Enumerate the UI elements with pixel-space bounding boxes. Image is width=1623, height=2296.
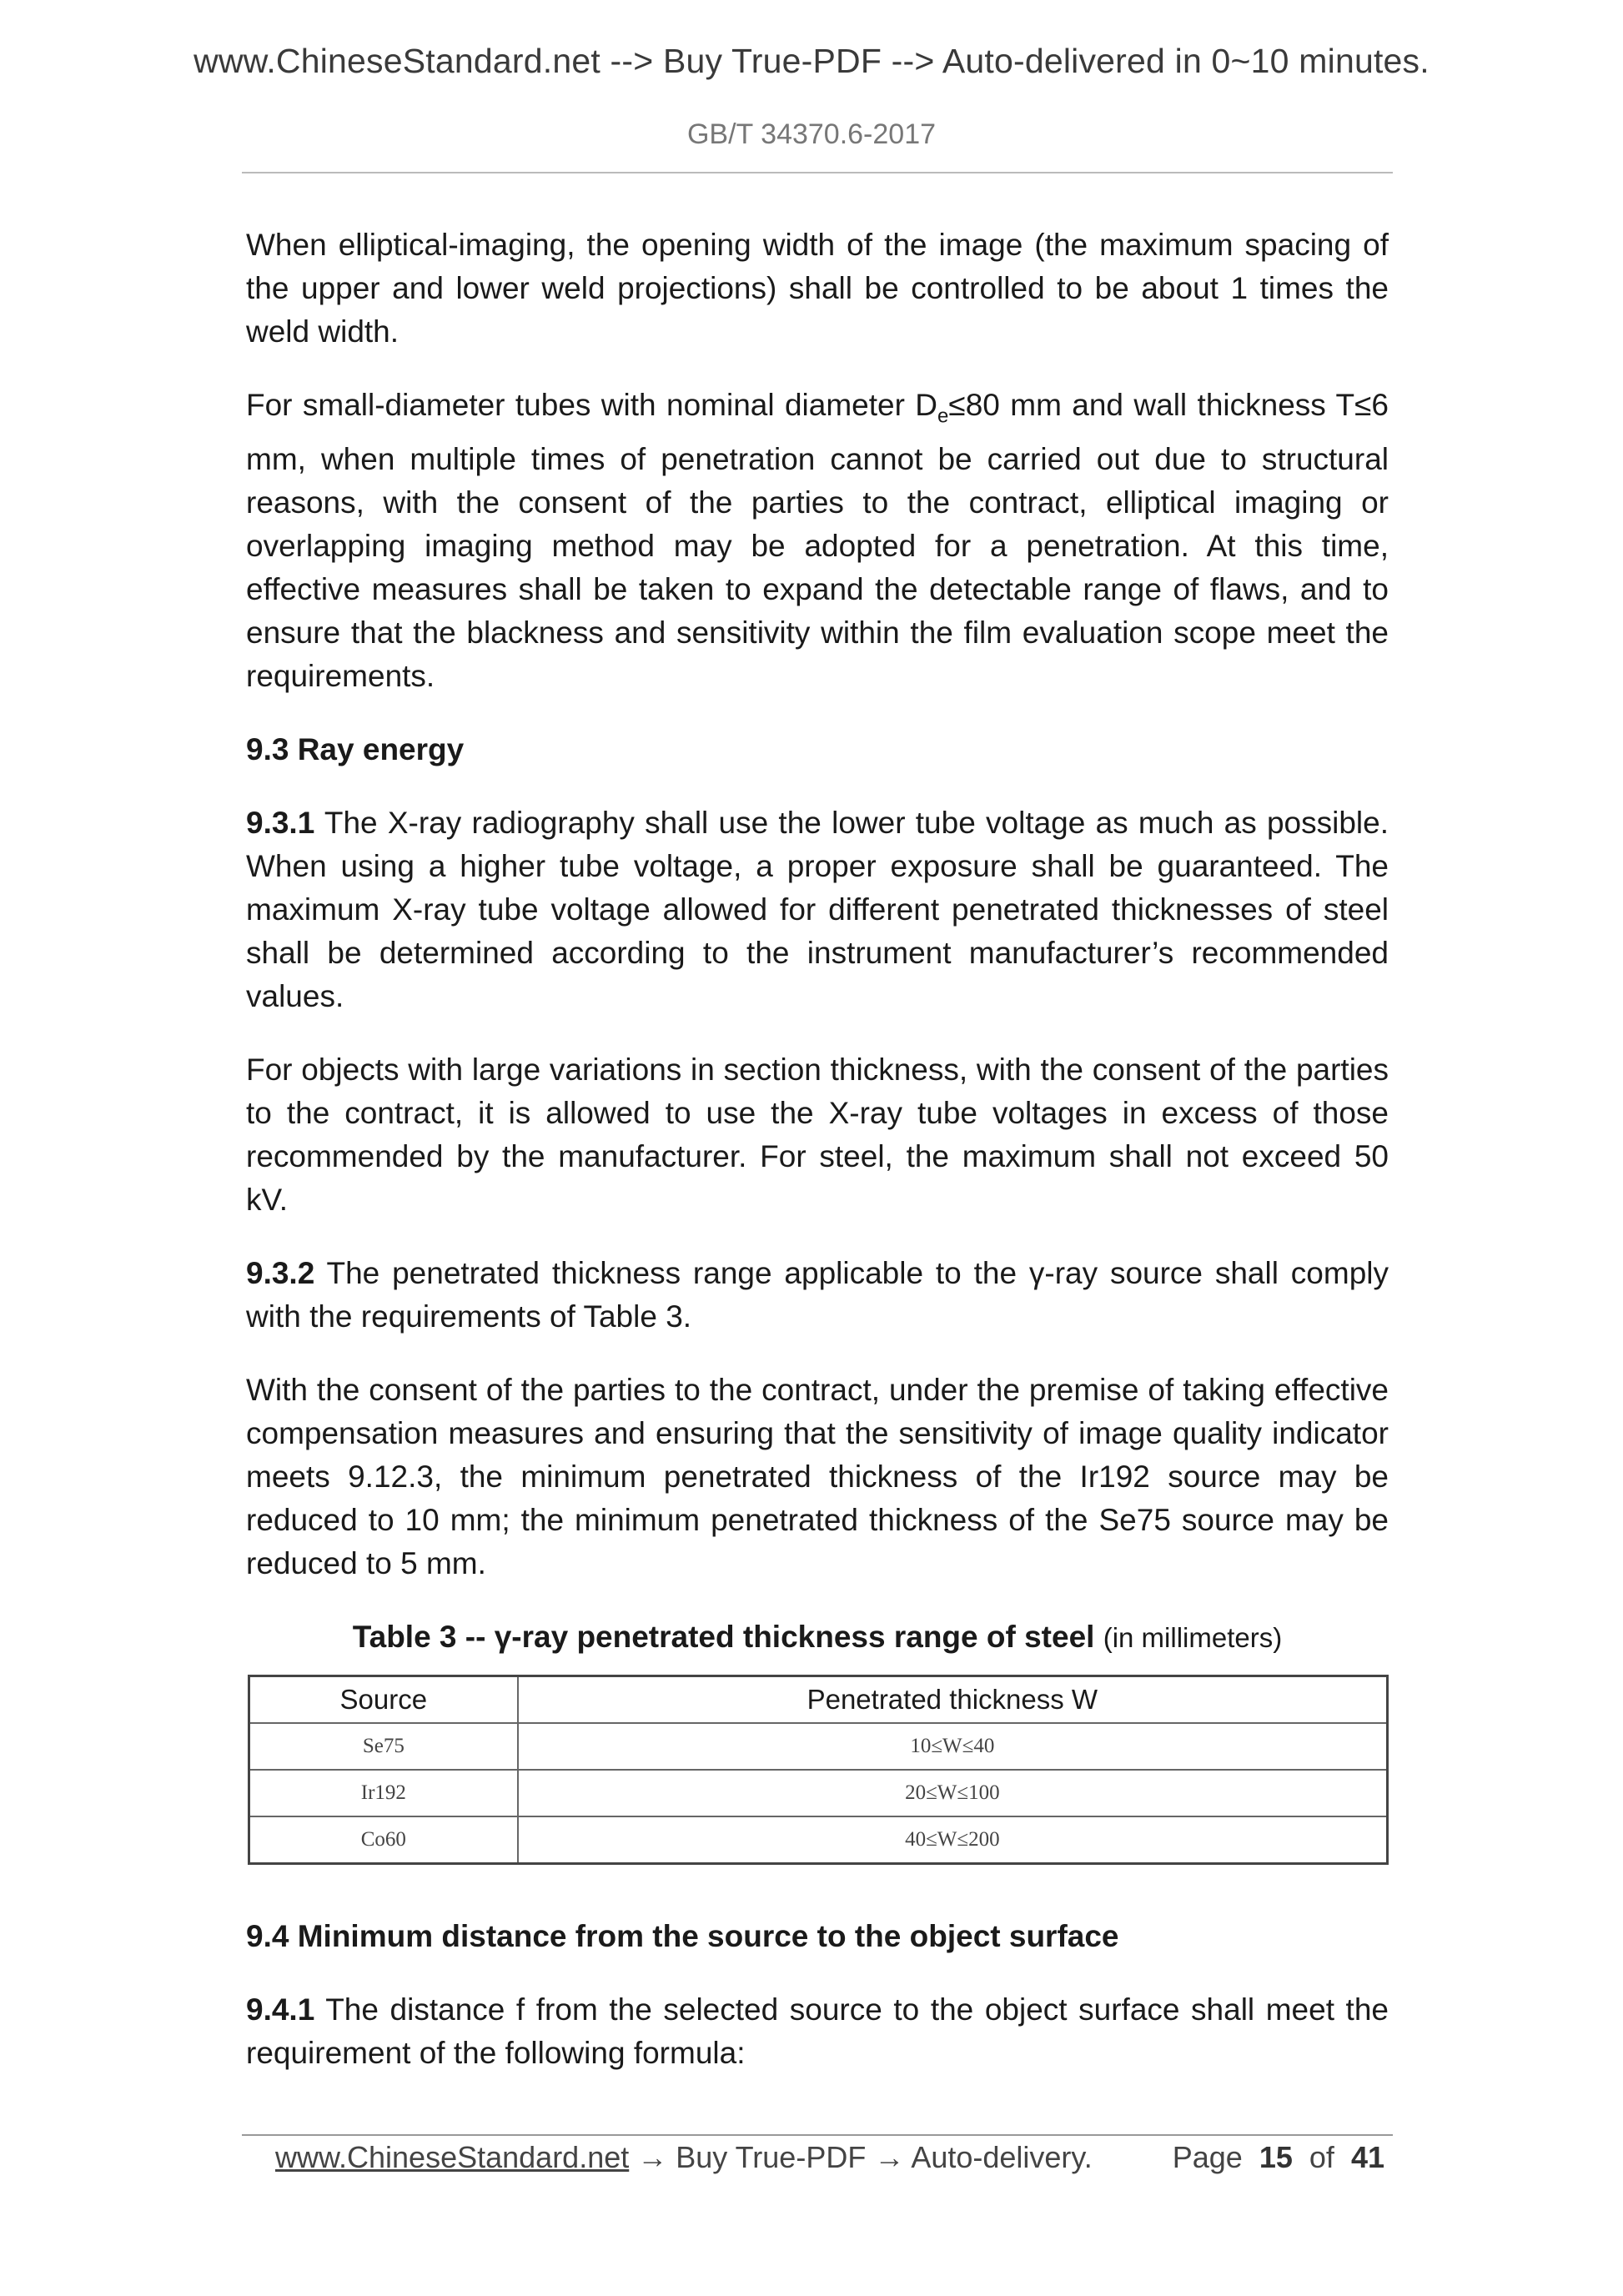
table-row (249, 1816, 1388, 1864)
section-heading-9-3: 9.3 Ray energy (246, 732, 465, 767)
document-id: GB/T 34370.6-2017 (686, 118, 937, 150)
clause-text: The X-ray radiography shall use the lower tube voltage as much as possible. When using a higher tube voltage, a proper exposure shall be guaranteed. The maximum X-ray tube voltage allowed for different penetrated thicknesses of steel shall be determined according to the instrument manufacturer’s recommended values. (246, 806, 1389, 1014)
table-row (249, 1770, 1388, 1816)
clause-number: 9.4.1 (246, 1992, 315, 2027)
footer-promo (275, 2140, 1093, 2175)
page-content (246, 224, 1389, 2105)
of-label: of (1309, 2140, 1334, 2174)
clause-number: 9.3.1 (246, 806, 315, 841)
subscript-e: e (937, 404, 949, 428)
table-3-title: Table 3 -- γ-ray penetrated thickness range of steel (352, 1620, 1095, 1655)
paragraph-elliptical-imaging: When elliptical-imaging, the opening width of the image (the maximum spacing of the upper and lower weld projections) shall be controlled to be about 1 times the weld width. (246, 228, 1389, 349)
text-segment: ≤80 mm and wall thickness T≤6 mm, when multiple times of penetration cannot be carried out due to structural reasons, with the consent of the parties to the contract, elliptical imaging or overlapping imaging method may be adopted for a penetration. At this time, effective measures shall be taken to expand the detectable range of flaws, and to ensure that the blackness and sensitivity within the film evaluation scope meet the requirements. (246, 388, 1389, 694)
clause-number: 9.3.2 (246, 1256, 315, 1291)
paragraph-small-diameter-tubes (246, 384, 1389, 698)
footer-divider (242, 2134, 1393, 2136)
cell-thickness-range: 40≤W≤200 (518, 1816, 1388, 1864)
page-indicator (1173, 2140, 1384, 2175)
table-3-unit: (in millimeters) (1103, 1622, 1283, 1654)
paragraph-9-3-2 (246, 1252, 1389, 1339)
cell-thickness-range: 10≤W≤40 (518, 1723, 1388, 1770)
column-header-thickness: Penetrated thickness W (518, 1676, 1388, 1724)
table-row (249, 1723, 1388, 1770)
paragraph-9-3-1 (246, 801, 1389, 1018)
footer-promo-text: → Buy True-PDF → Auto-delivery. (629, 2140, 1093, 2174)
table-3 (248, 1675, 1389, 1865)
section-heading-9-4: 9.4 Minimum distance from the source to the object surface (246, 1919, 1119, 1954)
total-page-count: 41 (1350, 2140, 1384, 2174)
paragraph-consent-compensation: With the consent of the parties to the contract, under the premise of taking effective compensation measures and ensuring that the sensitivity of image quality indicator meets 9.12.3, the minimum penetrated thickness of the Ir192 source may be reduced to 10 mm; the minimum penetrated thickness of the Se75 source may be reduced to 5 mm. (246, 1373, 1389, 1581)
column-header-source: Source (249, 1676, 518, 1724)
text-segment: For small-diameter tubes with nominal diameter D (246, 388, 938, 422)
top-banner: www.ChineseStandard.net --> Buy True-PDF --> Auto-delivered in 0~10 minutes. (193, 42, 1430, 80)
table-header-row (249, 1676, 1388, 1724)
page-footer (275, 2140, 1384, 2183)
current-page-number: 15 (1259, 2140, 1293, 2174)
cell-source: Se75 (249, 1723, 518, 1770)
cell-source: Ir192 (249, 1770, 518, 1816)
footer-site-link[interactable]: www.ChineseStandard.net (275, 2140, 630, 2174)
clause-text: The penetrated thickness range applicable to the γ-ray source shall comply with the requirements of Table 3. (246, 1256, 1389, 1334)
table-3-caption (246, 1615, 1389, 1660)
paragraph-9-4-1 (246, 1988, 1389, 2075)
paragraph-section-thickness: For objects with large variations in section thickness, with the consent of the parties to the contract, it is allowed to use the X-ray tube voltages in excess of those recommended by the manufacturer. For steel, the maximum shall not exceed 50 kV. (246, 1053, 1389, 1218)
header-divider (242, 172, 1393, 173)
clause-text: The distance f from the selected source to the object surface shall meet the requirement of the following formula: (246, 1992, 1389, 2071)
cell-source: Co60 (249, 1816, 518, 1864)
page-label: Page (1172, 2140, 1243, 2174)
cell-thickness-range: 20≤W≤100 (518, 1770, 1388, 1816)
